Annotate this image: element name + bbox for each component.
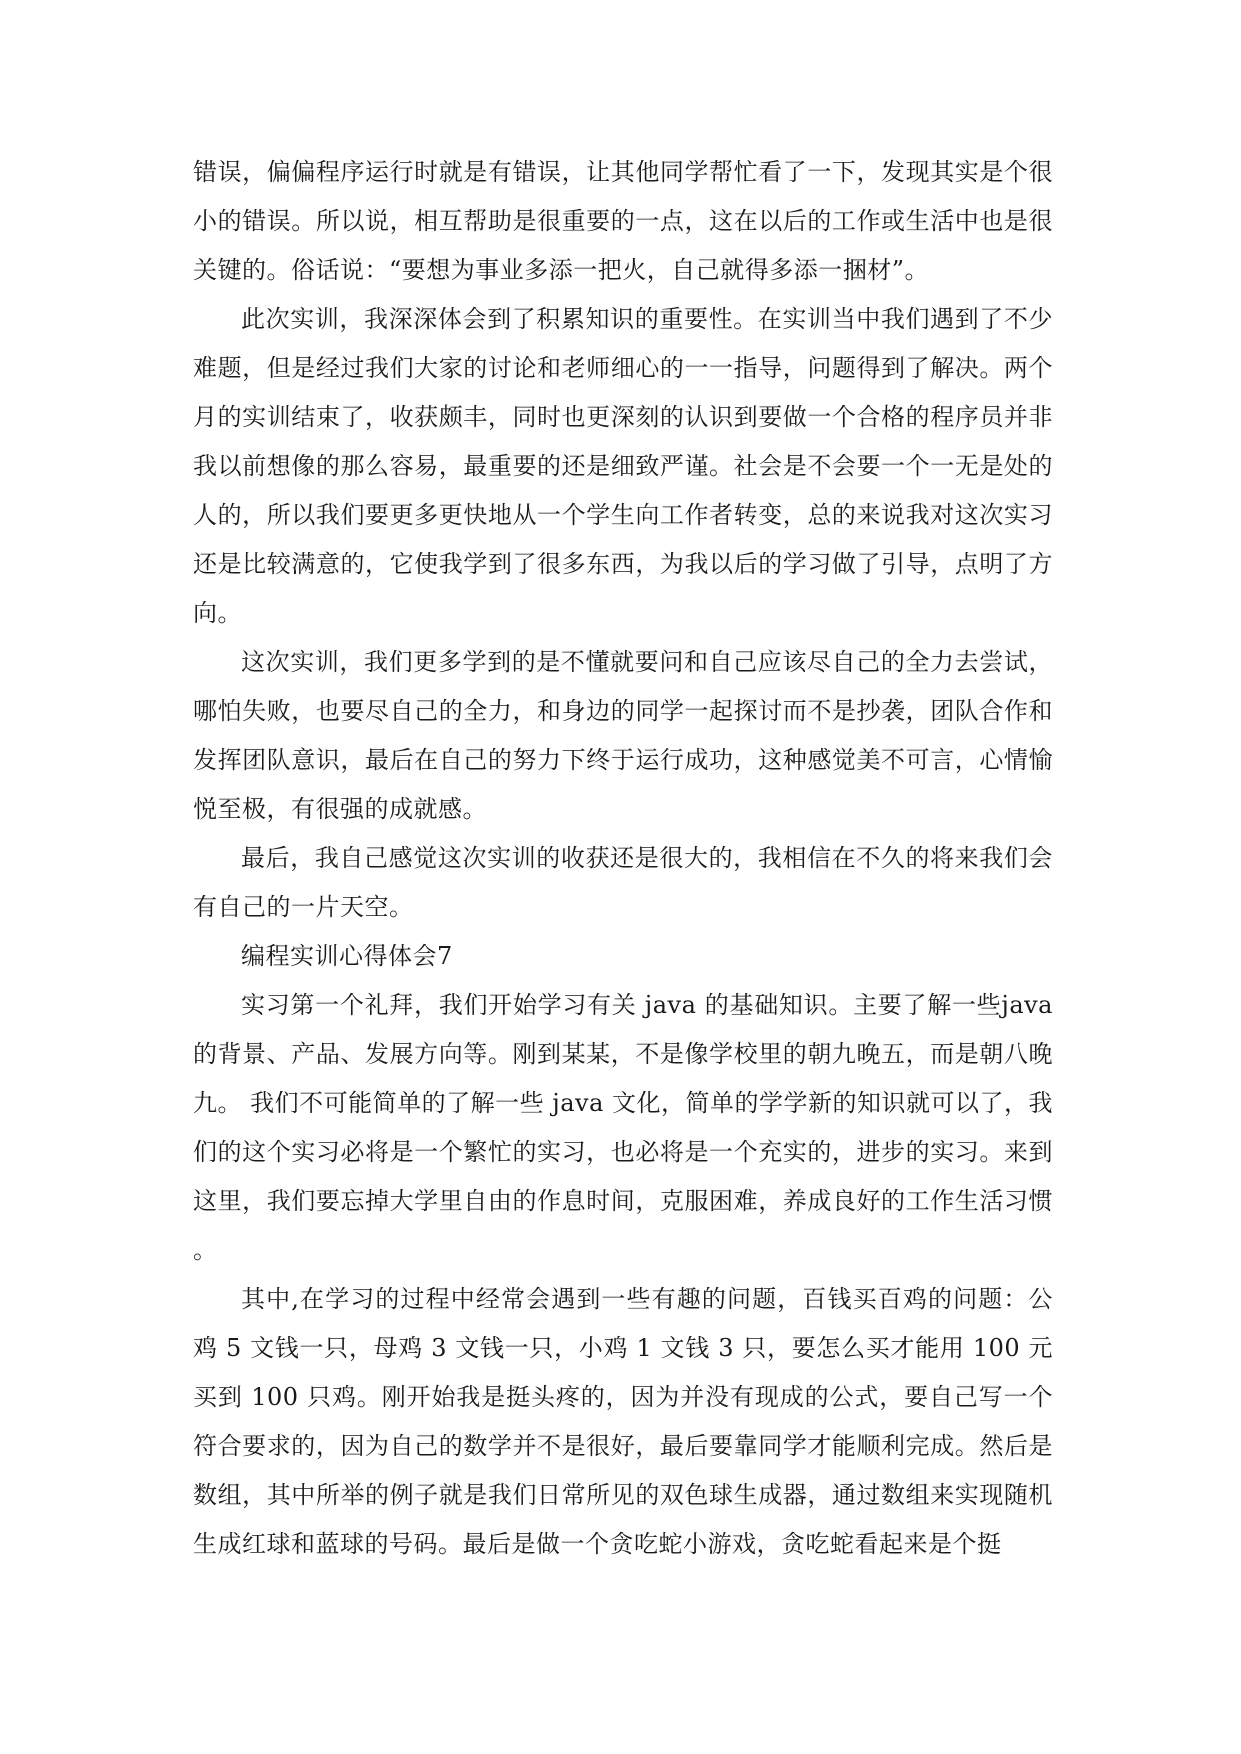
paragraph: 其中,在学习的过程中经常会遇到一些有趣的问题，百钱买百鸡的问题：公鸡 5 文钱一只，母鸡 3 文钱一只，小鸡 1 文钱 3 只，要怎么买才能用 100 元买到 100 只鸡。刚开始我是挺头疼的，因为并没有现成的公式，要自己写一个符合要求的，因为自己的数学并不是很好，最后要靠同学才能顺利完成。然后是数组，其中所举的例子就是我们日常所见的双色球生成器，通过数组来实现随机生成红球和蓝球的号码。最后是做一个贪吃蛇小游戏，贪吃蛇看起来是个挺 — [193, 1285, 1053, 1558]
document-body — [193, 148, 1053, 1569]
paragraph: 此次实训，我深深体会到了积累知识的重要性。在实训当中我们遇到了不少难题，但是经过我们大家的讨论和老师细心的一一指导，问题得到了解决。两个月的实训结束了，收获颇丰，同时也更深刻的认识到要做一个合格的程序员并非我以前想像的那么容易，最重要的还是细致严谨。社会是不会要一个一无是处的人的，所以我们要更多更快地从一个学生向工作者转变，总的来说我对这次实习还是比较满意的，它使我学到了很多东西，为我以后的学习做了引导，点明了方向。 — [193, 305, 1053, 627]
paragraph: 错误，偏偏程序运行时就是有错误，让其他同学帮忙看了一下，发现其实是个很小的错误。所以说，相互帮助是很重要的一点，这在以后的工作或生活中也是很关键的。俗话说：“要想为事业多添一把火，自己就得多添一捆材”。 — [193, 158, 1053, 284]
section-heading: 编程实训心得体会7 — [241, 942, 453, 970]
paragraph: 最后，我自己感觉这次实训的收获还是很大的，我相信在不久的将来我们会有自己的一片天空。 — [193, 844, 1053, 921]
paragraph: 这次实训，我们更多学到的是不懂就要问和自己应该尽自己的全力去尝试，哪怕失败，也要尽自己的全力，和身边的同学一起探讨而不是抄袭，团队合作和发挥团队意识，最后在自己的努力下终于运行成功，这种感觉美不可言，心情愉悦至极，有很强的成就感。 — [193, 648, 1053, 823]
paragraph: 实习第一个礼拜，我们开始学习有关 java 的基础知识。主要了解一些java 的背景、产品、发展方向等。刚到某某，不是像学校里的朝九晚五，而是朝八晚九。 我们不可能简单的了解一些 java 文化，简单的学学新的知识就可以了，我们的这个实习必将是一个繁忙的实习，也必将是一个充实的，进步的实习。来到这里，我们要忘掉大学里自由的作息时间，克服困难，养成良好的工作生活习惯 。 — [193, 991, 1054, 1264]
